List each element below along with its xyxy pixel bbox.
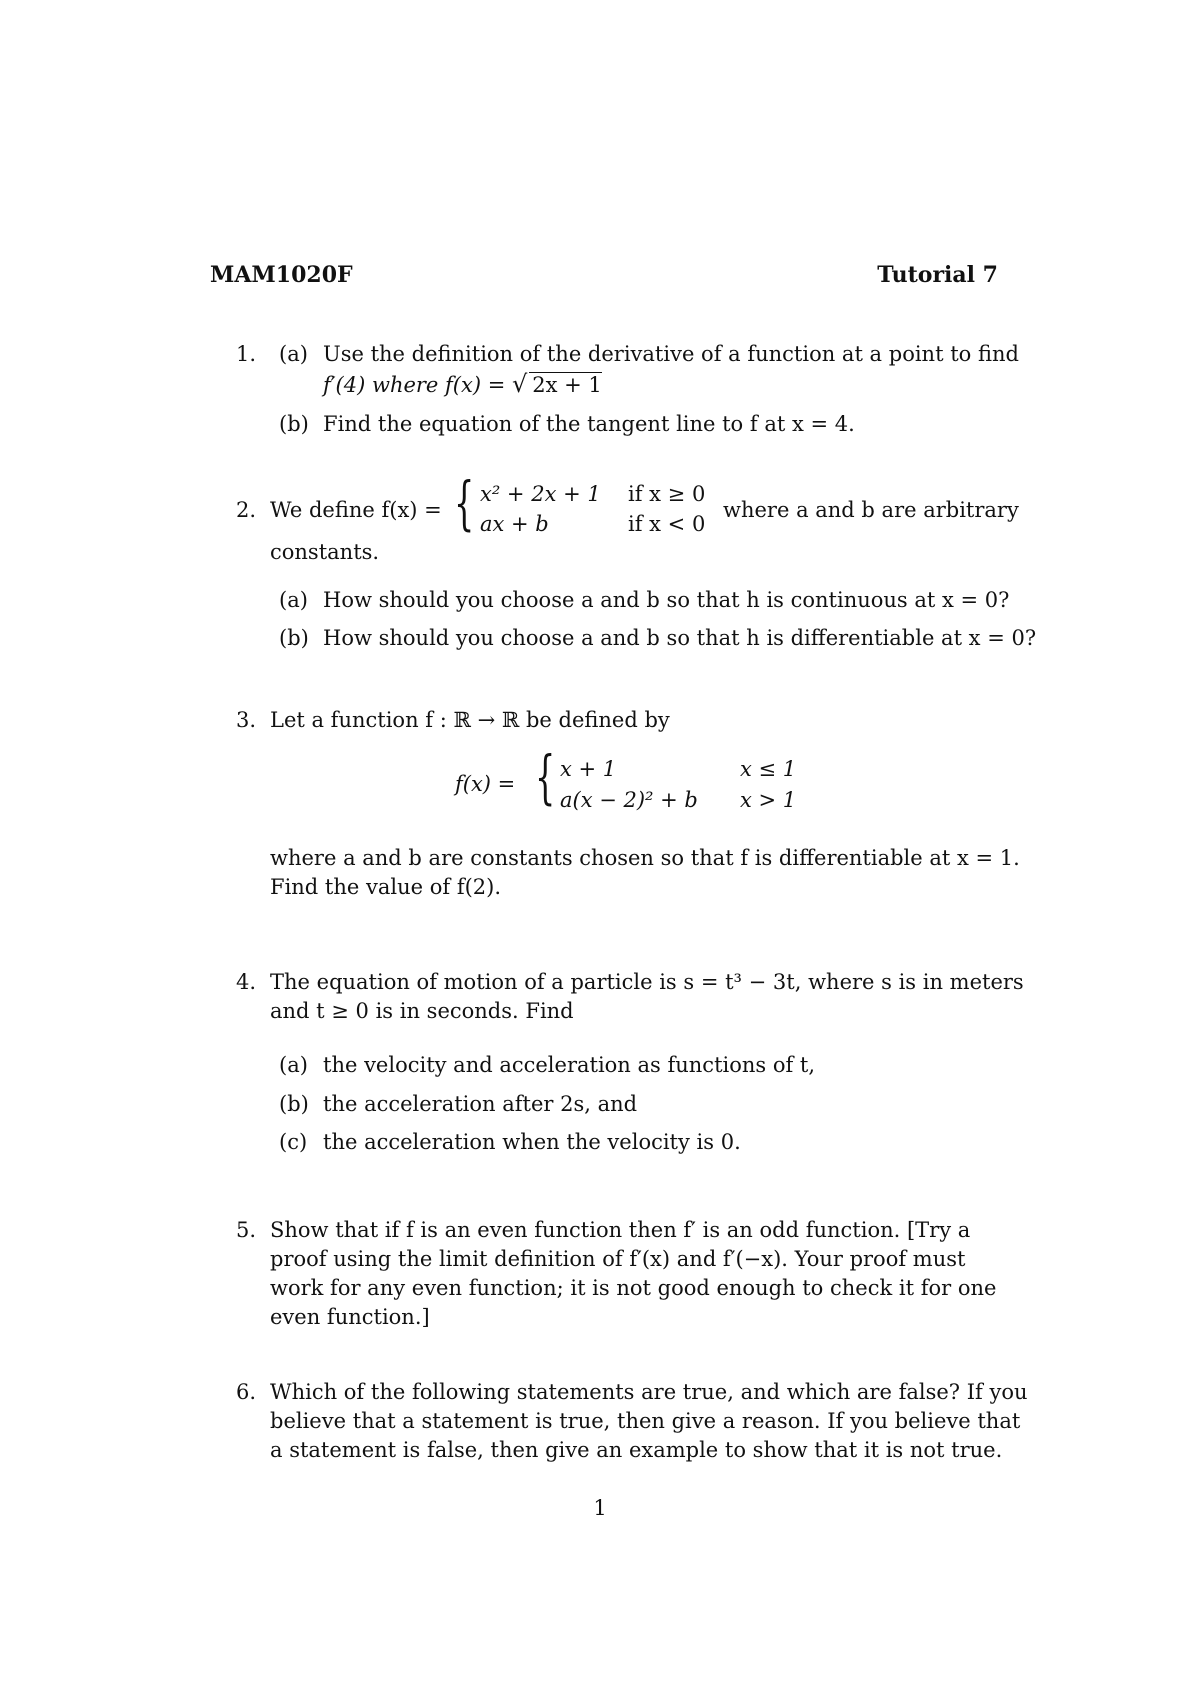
- q5-line1: Show that if f is an even function then f′ is an odd function. [Try a: [270, 1218, 971, 1242]
- q3-line1: where a and b are constants chosen so that f is differentiable at x = 1.: [270, 846, 1020, 870]
- q1a-sqrt: 2x + 1: [529, 372, 602, 397]
- q1-number: 1.: [236, 342, 257, 366]
- q2b-label: (b): [279, 626, 309, 650]
- q6-number: 6.: [236, 1380, 257, 1404]
- q6-line1: Which of the following statements are true, and which are false? If you: [270, 1380, 1028, 1404]
- q3-intro: Let a function f : ℝ → ℝ be defined by: [270, 708, 670, 732]
- q6-line3: a statement is false, then give an example to show that it is not true.: [270, 1438, 1003, 1462]
- q4b-text: the acceleration after 2s, and: [323, 1092, 638, 1116]
- page-number: 1: [593, 1496, 607, 1520]
- q2-case1-expr: x² + 2x + 1: [480, 482, 601, 506]
- q3-number: 3.: [236, 708, 257, 732]
- q2-case2-expr: ax + b: [480, 512, 549, 536]
- q5-line4: even function.]: [270, 1305, 430, 1329]
- q2-brace: {: [454, 469, 475, 537]
- q2-case2-cond: if x < 0: [628, 512, 706, 536]
- q3-case2-expr: a(x − 2)² + b: [560, 788, 698, 812]
- q4-line1: The equation of motion of a particle is s = t³ − 3t, where s is in meters: [270, 970, 1024, 994]
- q1b-label: (b): [279, 412, 309, 436]
- q2-number: 2.: [236, 498, 257, 522]
- q4a-text: the velocity and acceleration as functions of t,: [323, 1053, 816, 1077]
- q3-lhs: f(x) =: [455, 772, 516, 796]
- q2a-text: How should you choose a and b so that h is continuous at x = 0?: [323, 588, 1010, 612]
- q3-case1-cond: x ≤ 1: [740, 757, 797, 781]
- tutorial-title: Tutorial 7: [877, 262, 998, 288]
- q2a-label: (a): [279, 588, 308, 612]
- course-code: MAM1020F: [210, 262, 353, 288]
- q2b-text: How should you choose a and b so that h is differentiable at x = 0?: [323, 626, 1037, 650]
- q6-line2: believe that a statement is true, then give a reason. If you believe that: [270, 1409, 1021, 1433]
- q2-case1-cond: if x ≥ 0: [628, 482, 706, 506]
- q1a-line2: f′(4) where f(x) = √ 2x + 1: [323, 370, 602, 398]
- q2-cont: constants.: [270, 540, 380, 564]
- q5-number: 5.: [236, 1218, 257, 1242]
- q4c-label: (c): [279, 1130, 308, 1154]
- q2-suffix: where a and b are arbitrary: [723, 498, 1019, 522]
- q3-brace: {: [535, 743, 556, 811]
- q5-line2: proof using the limit definition of f′(x) and f′(−x). Your proof must: [270, 1247, 966, 1271]
- q1a-line2-text: f′(4) where f(x) =: [323, 373, 512, 397]
- q3-case2-cond: x > 1: [740, 788, 797, 812]
- q4-line2: and t ≥ 0 is in seconds. Find: [270, 999, 574, 1023]
- q3-line2: Find the value of f(2).: [270, 875, 502, 899]
- q4b-label: (b): [279, 1092, 309, 1116]
- q1a-line1: Use the definition of the derivative of a function at a point to find: [323, 342, 1019, 366]
- q1b-text: Find the equation of the tangent line to f at x = 4.: [323, 412, 855, 436]
- q4c-text: the acceleration when the velocity is 0.: [323, 1130, 741, 1154]
- q3-case1-expr: x + 1: [560, 757, 617, 781]
- q1a-label: (a): [279, 342, 308, 366]
- q2-intro: We define f(x) =: [270, 498, 442, 522]
- q4-number: 4.: [236, 970, 257, 994]
- q5-line3: work for any even function; it is not good enough to check it for one: [270, 1276, 997, 1300]
- q4a-label: (a): [279, 1053, 308, 1077]
